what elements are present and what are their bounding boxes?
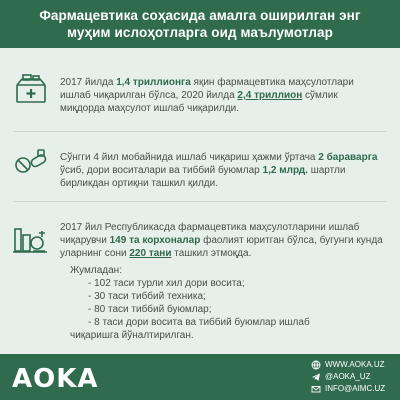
list-intro: Жумладан: xyxy=(70,265,122,276)
enterprises-paragraph xyxy=(60,221,386,260)
contact-website-text: WWW.AOKA.UZ xyxy=(325,360,385,369)
text-fragment: сўмлик миқдорда маҳсулот ишлаб чиқарилди. xyxy=(60,90,338,114)
highlight-149-enterprises: 149 та корхоналар xyxy=(109,235,201,246)
page-title xyxy=(0,0,400,41)
text-fragment: Сўнгги 4 йил мобайнида ишлаб чиқариш ҳажми ўртача xyxy=(60,152,319,163)
divider xyxy=(14,201,386,202)
pharmacy-box-icon xyxy=(14,73,48,105)
contact-website[interactable] xyxy=(311,359,385,371)
text-fragment: 2017 йил Республикасда фармацевтика маҳсулотларини ишлаб чиқарувчи xyxy=(60,222,360,246)
contact-telegram[interactable] xyxy=(311,371,385,383)
contact-email[interactable] xyxy=(311,383,385,395)
text-fragment: фаолият юритган бўлса, бугунги кунда уларнинг сони xyxy=(60,235,383,259)
text-fragment: 2017 йилда xyxy=(60,77,117,88)
list-item: - 80 таси тиббий буюмлар; xyxy=(88,304,212,315)
title-line-1: Фармацевтика соҳасида амалга оширилган энг xyxy=(39,8,361,23)
list-item: - 102 таси турли хил дори восита; xyxy=(88,278,245,289)
contact-email-text: INFO@AIMC.UZ xyxy=(325,384,386,393)
globe-icon xyxy=(311,360,321,370)
factory-icon xyxy=(12,223,48,255)
text-fragment: ташкил этмоқда. xyxy=(171,248,252,259)
text-fragment: шартли бирликдан ортиқни ташкил қилди. xyxy=(60,165,346,189)
highlight-220: 220 тани xyxy=(129,248,172,259)
list-item: - 30 таси тиббий техника; xyxy=(88,291,206,302)
contacts-list xyxy=(311,359,385,395)
aoka-logo: AOKA xyxy=(12,364,99,394)
production-volume-paragraph xyxy=(60,76,382,115)
enterprise-breakdown-list xyxy=(88,277,310,329)
highlight-2-4-trillion: 2,4 триллион xyxy=(237,90,303,101)
text-fragment: яқин фармацевтика маҳсулотлари ишлаб чиқарилган бўлса, 2020 йилда xyxy=(60,77,354,101)
highlight-2-times: 2 бараварга xyxy=(318,152,378,163)
highlight-1-4-trillion: 1,4 триллионга xyxy=(116,77,191,88)
list-item: - 8 таси дори восита ва тиббий буюмлар ишлаб xyxy=(88,317,310,328)
text-fragment: ўсиб, дори воситалари ва тиббий буюмлар xyxy=(60,165,263,176)
telegram-icon xyxy=(311,372,321,382)
contact-telegram-text: @AOKA_UZ xyxy=(325,372,371,381)
growth-paragraph xyxy=(60,151,382,190)
divider xyxy=(14,131,386,132)
highlight-1-2-billion: 1,2 млрд. xyxy=(262,165,308,176)
list-item-continuation: чиқаришга йўналтирилган. xyxy=(70,330,194,341)
header-banner xyxy=(0,0,400,48)
mail-icon xyxy=(311,384,321,394)
title-line-2: муҳим ислоҳотларга оид маълумотлар xyxy=(66,25,333,40)
pills-icon xyxy=(14,148,48,176)
